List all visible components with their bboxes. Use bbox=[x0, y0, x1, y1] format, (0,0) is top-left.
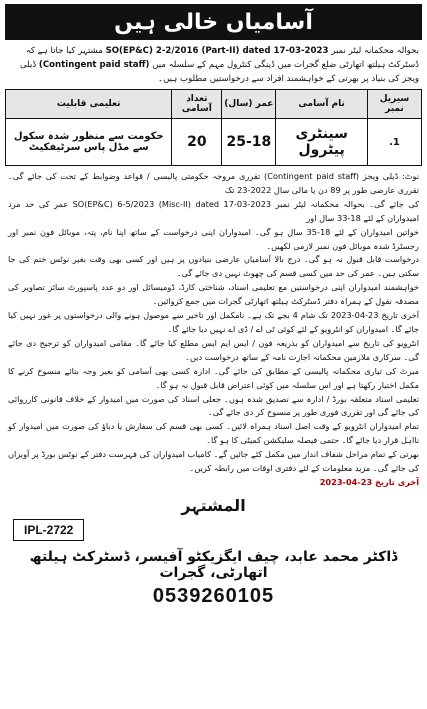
terms-paragraph: آخری تاریخ 23-04-2023 تک شام 4 بجے تک ہے۔ نامکمل اور تاخیر سے موصول ہونے والی درخواستوں پر غور نہیں کیا جائے گا۔ امیدواران کو انٹرویو کے لئے کوئی ٹی اے / ڈی اے نہیں دیا جائے گا۔ bbox=[8, 310, 419, 334]
issuing-officer: ڈاکٹر محمد عابد، چیف ایگزیکٹو آفیسر، ڈسٹرکٹ ہیلتھ اتھارٹی، گجرات bbox=[29, 548, 398, 581]
intro-paragraph bbox=[5, 44, 422, 86]
terms-paragraph: میرٹ کی تیاری محکمانہ پالیسی کے مطابق کی جائے گی۔ ادارہ کسی بھی آسامی کو بغیر وجہ بتائے منسوخ کرنے کا مکمل اختیار رکھتا ہے اور اس سلسلہ میں کوئی اعتراض قابل قبول نہ ہو گا۔ bbox=[8, 365, 419, 390]
cell-post-name: سینٹری پیٹرول bbox=[276, 119, 368, 166]
contact-phone: 0539260105 bbox=[152, 584, 275, 607]
col-qualification: تعلیمی قابلیت bbox=[6, 90, 172, 119]
intro-line1-prefix: بحوالہ محکمانہ لیٹر نمبر bbox=[331, 46, 419, 56]
cell-age: 25-18 bbox=[222, 119, 276, 166]
col-post-count: تعداد آسامی bbox=[172, 90, 222, 119]
terms-paragraph: خواہشمند امیدواران اپنی درخواستیں مع تعلیمی اسناد، شناختی کارڈ، ڈومیسائل اور دو عدد پاسپورٹ سائز تصاویر کی مصدقہ نقول کے ہمراہ دفتر ڈسٹرکٹ ہیلتھ اتھارٹی گجرات میں جمع کروائیں۔ bbox=[8, 282, 419, 307]
cell-serial: 1. bbox=[367, 119, 421, 166]
intro-line2-prefix: میں ڈینگی کنٹرول مہم کے سلسلہ میں bbox=[152, 60, 292, 70]
cell-qualification: حکومت سے منظور شدہ سکول سے مڈل پاس سرٹیفکیٹ bbox=[6, 119, 172, 166]
terms-paragraph: بھرتی کے تمام مراحل شفاف انداز میں مکمل کئے جائیں گے۔ کامیاب امیدواران کی فہرست دفتر کے نوٹس بورڈ پر آویزاں کی جائے گی۔ مزید معلومات کے لئے دفتری اوقات میں رابطہ کریں۔ bbox=[8, 449, 419, 474]
cell-post-count: 20 bbox=[172, 119, 222, 166]
terms-paragraph: تعلیمی اسناد متعلقہ بورڈ / ادارہ سے تصدیق شدہ ہوں۔ جعلی اسناد کی صورت میں امیدوار کے خلاف قانونی کارروائی کی جائے گی اور تقرری فوری طور پر منسوخ کر دی جائے گی۔ bbox=[8, 393, 419, 418]
letter-reference: SO(EP&C) 2-2/2016 (Part-II) dated 17-03-2023 bbox=[105, 46, 329, 56]
vacancies-title: آسامیاں خالی ہیں bbox=[114, 9, 313, 35]
terms-paragraph: تمام امیدواران انٹرویو کے وقت اصل اسناد ہمراہ لائیں۔ کسی بھی قسم کی سفارش یا دباؤ کی صورت میں امیدوار کو نااہل قرار دیا جائے گا۔ حتمی فیصلہ سلیکشن کمیٹی کا ہو گا۔ bbox=[8, 421, 419, 446]
col-serial: سیریل نمبر bbox=[367, 90, 421, 119]
terms-paragraph: کی جائے گی۔ بحوالہ محکمانہ لیٹر نمبر SO(EP&C) 6-5/2023 (Misc-II) dated 17-03-2023 عمر کی حد مرد امیدواران کے لئے 18-33 سال اور bbox=[8, 198, 419, 223]
table-row bbox=[6, 119, 422, 166]
posts-table-header bbox=[6, 90, 422, 119]
terms-paragraph: خواتین امیدواران کے لئے 18-35 سال ہو گی۔ امیدواران اپنی درخواست کے ساتھ اپنا نام، پتہ، موبائل فون نمبر اور رجسٹرڈ شدہ موبائل فون نمبر لازمی لکھیں۔ bbox=[8, 226, 419, 251]
posts-table bbox=[5, 89, 422, 166]
terms-paragraph: انٹرویو کی تاریخ سے امیدواران کو بذریعہ فون / ایس ایم ایس مطلع کیا جائے گا۔ مقامی امیدواران کو ترجیح دی جائے گی۔ سرکاری ملازمین محکمانہ اجازت نامہ کے ساتھ درخواست دیں۔ bbox=[8, 337, 419, 362]
ipl-code-badge: IPL-2722 bbox=[13, 519, 84, 541]
intro-line2-suffix: ڈیلی ویجز کی بنیاد پر بھرتی کے خواہشمند افراد سے درخواستیں مطلوب ہیں۔ bbox=[19, 60, 419, 84]
col-age: عمر (سال) bbox=[222, 90, 276, 119]
intro-line1-suffix: مشتہر کیا جاتا ہے کہ ڈسٹرکٹ ہیلتھ اتھارٹی ضلع گجرات bbox=[25, 46, 419, 70]
vacancies-title-bar bbox=[5, 4, 422, 40]
terms-paragraph: نوٹ: ڈیلی ویجز (Contingent paid staff) تقرری مروجہ حکومتی پالیسی / قواعد وضوابط کے تحت کی جائے گی۔ تقرری عارضی طور پر 89 دن یا مالی سال 2022-23 تک bbox=[8, 171, 420, 195]
terms-paragraph: درخواست قابل قبول نہ ہو گی۔ درج بالا آسامیاں عارضی بنیادوں پر ہیں اور کسی بھی وقت بغیر نوٹس ختم کی جا سکتی ہیں۔ عمر کی حد میں کسی قسم کی چھوٹ نہیں دی جائے گی۔ bbox=[8, 254, 419, 279]
signatory-label: المشتہر bbox=[181, 495, 246, 515]
deadline-highlight: آخری تاریخ 23-04-2023 bbox=[319, 476, 419, 487]
footer-row bbox=[5, 519, 422, 545]
col-post-name: نام آسامی bbox=[276, 90, 368, 119]
staff-term: (Contingent paid staff) bbox=[38, 60, 150, 70]
terms-and-conditions bbox=[5, 170, 422, 490]
